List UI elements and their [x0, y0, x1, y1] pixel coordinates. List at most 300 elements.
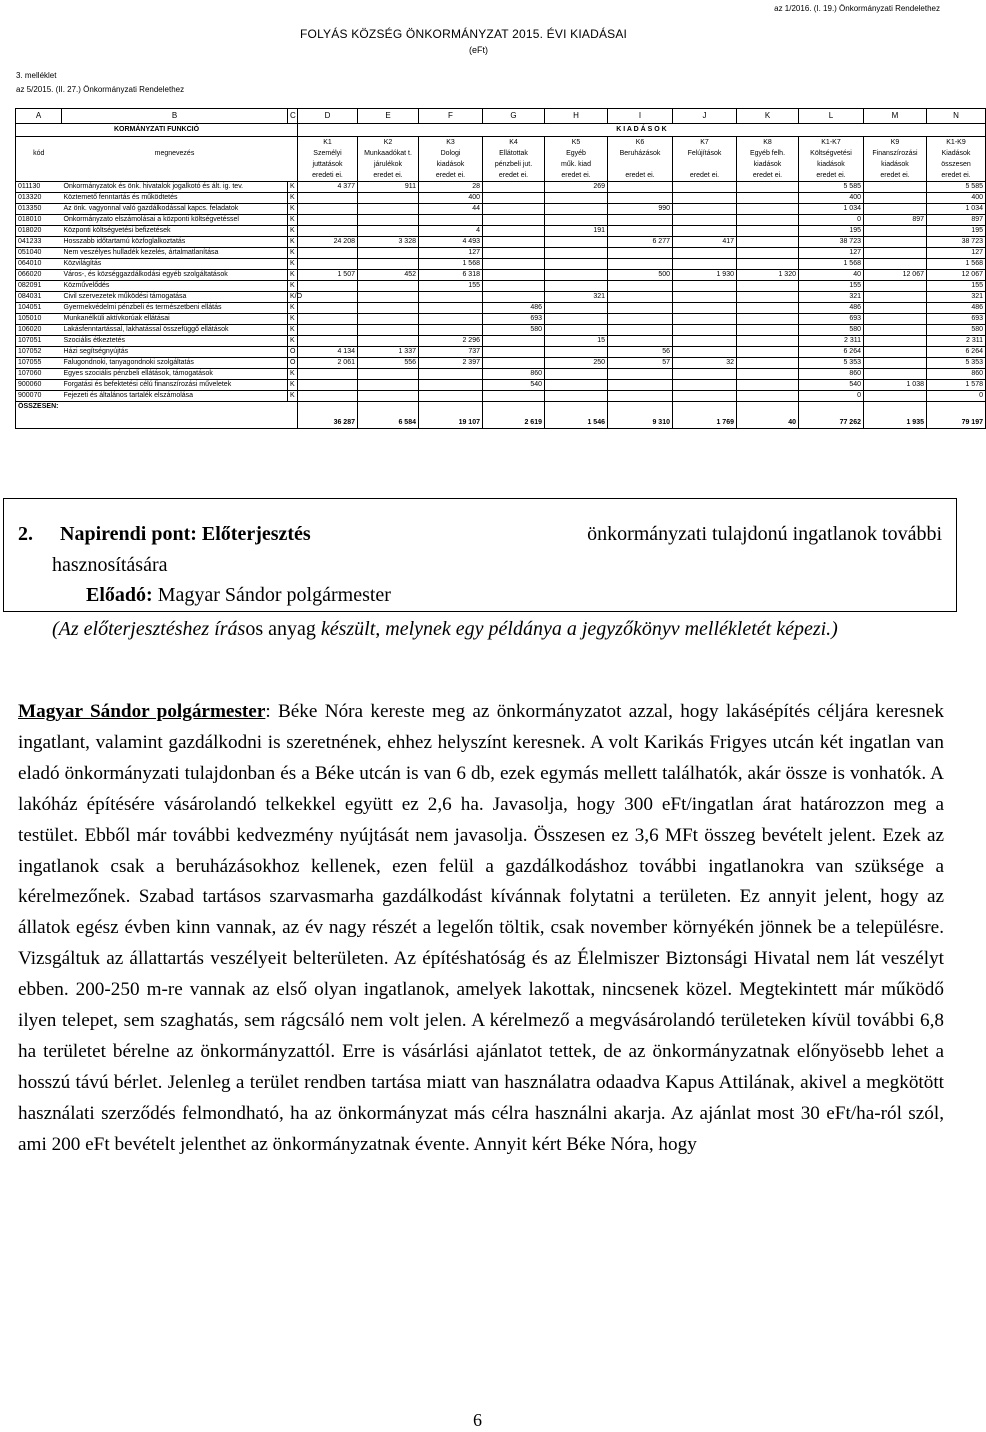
column-header-cell — [608, 159, 673, 170]
amount-cell: 1 034 — [927, 204, 986, 215]
amount-cell: 1 578 — [927, 380, 986, 391]
amount-cell: 127 — [419, 248, 483, 259]
amount-cell — [545, 380, 608, 391]
table-row — [16, 325, 986, 336]
amount-cell — [737, 182, 799, 193]
amount-cell — [358, 259, 419, 270]
total-amount: 36 287 — [298, 402, 358, 429]
amount-cell: 400 — [419, 193, 483, 204]
amount-cell — [673, 259, 737, 270]
amount-cell — [358, 215, 419, 226]
amount-cell: 693 — [927, 314, 986, 325]
amount-cell — [545, 270, 608, 281]
amount-cell: 1 568 — [927, 259, 986, 270]
function-name: Egyes szociális pénzbeli ellátások, támogatások — [62, 369, 288, 380]
table-row — [16, 380, 986, 391]
amount-cell — [864, 314, 927, 325]
amount-cell — [545, 215, 608, 226]
function-name: Város-, és községgazdálkodási egyéb szolgáltatások — [62, 270, 288, 281]
presenter-name: Magyar Sándor polgármester — [157, 584, 391, 606]
table-row — [16, 259, 986, 270]
function-code: 106020 — [16, 325, 62, 336]
amount-cell: 860 — [483, 369, 545, 380]
task-type: K/Ö — [288, 292, 298, 303]
amount-cell: 400 — [927, 193, 986, 204]
amount-cell: 860 — [799, 369, 864, 380]
amount-cell — [673, 325, 737, 336]
column-header-blank — [288, 148, 298, 159]
amount-cell — [608, 226, 673, 237]
amount-cell — [737, 226, 799, 237]
amount-cell: 540 — [483, 380, 545, 391]
amount-cell — [358, 281, 419, 292]
amount-cell — [298, 226, 358, 237]
amount-cell — [358, 325, 419, 336]
expenditure-table — [15, 108, 986, 429]
amount-cell: 693 — [799, 314, 864, 325]
amount-cell — [545, 325, 608, 336]
note-part-a: (Az előterjesztéshez írás — [52, 618, 246, 640]
amount-cell — [419, 292, 483, 303]
amount-cell — [358, 391, 419, 402]
page-number: 6 — [473, 1410, 482, 1430]
amount-cell — [483, 248, 545, 259]
amount-cell — [358, 193, 419, 204]
task-type: K — [288, 314, 298, 325]
amount-cell — [483, 358, 545, 369]
function-code: 104051 — [16, 303, 62, 314]
amount-cell — [358, 248, 419, 259]
amount-cell — [673, 336, 737, 347]
column-header-cell: Dologi — [419, 148, 483, 159]
column-header-blank — [288, 170, 298, 182]
amount-cell — [608, 193, 673, 204]
column-header-blank — [16, 159, 62, 170]
amount-cell — [545, 193, 608, 204]
task-type: K — [288, 369, 298, 380]
amount-cell — [737, 215, 799, 226]
amount-cell: 400 — [799, 193, 864, 204]
task-type: K — [288, 391, 298, 402]
note-part-b: os anyag — [245, 618, 321, 640]
amount-cell — [864, 248, 927, 259]
column-header-cell: kiadások — [799, 159, 864, 170]
amount-cell: 195 — [799, 226, 864, 237]
amount-cell — [545, 303, 608, 314]
amount-cell — [545, 237, 608, 248]
column-header-cell: Egyéb — [545, 148, 608, 159]
amount-cell — [673, 380, 737, 391]
group-header-row — [16, 124, 986, 137]
decree-reference-top: az 1/2016. (I. 19.) Önkormányzati Rendelethez — [774, 4, 940, 13]
total-amount: 19 107 — [419, 402, 483, 429]
amount-cell: 24 208 — [298, 237, 358, 248]
amount-cell — [737, 248, 799, 259]
function-name: Forgatási és befektetési célú finanszírozási műveletek — [62, 380, 288, 391]
amount-cell — [483, 281, 545, 292]
amount-cell: 4 134 — [298, 347, 358, 358]
function-name: Közművelődés — [62, 281, 288, 292]
table-row — [16, 391, 986, 402]
meeting-minutes-paragraph — [18, 697, 944, 1161]
amount-cell — [864, 182, 927, 193]
task-type: K — [288, 336, 298, 347]
amount-cell — [673, 303, 737, 314]
amount-cell — [298, 391, 358, 402]
table-row — [16, 347, 986, 358]
amount-cell: 2 311 — [799, 336, 864, 347]
amount-cell — [737, 358, 799, 369]
column-header-cell: Személyi — [298, 148, 358, 159]
column-letter: C — [288, 109, 298, 124]
function-name: Közvilágítás — [62, 259, 288, 270]
amount-cell: 4 493 — [419, 237, 483, 248]
amount-cell — [608, 314, 673, 325]
task-type: K — [288, 215, 298, 226]
amount-cell — [737, 391, 799, 402]
task-type: Ö — [288, 347, 298, 358]
amount-cell — [298, 193, 358, 204]
amount-cell: 540 — [799, 380, 864, 391]
amount-cell — [298, 292, 358, 303]
function-code: 107060 — [16, 369, 62, 380]
amount-cell: 5 585 — [927, 182, 986, 193]
amount-cell: 556 — [358, 358, 419, 369]
function-code: 041233 — [16, 237, 62, 248]
amount-cell — [483, 237, 545, 248]
function-code: 013350 — [16, 204, 62, 215]
amount-cell: 580 — [927, 325, 986, 336]
table-row — [16, 226, 986, 237]
amount-cell: 4 — [419, 226, 483, 237]
amount-cell — [608, 380, 673, 391]
amount-cell — [358, 369, 419, 380]
function-name: Házi segítségnyújtás — [62, 347, 288, 358]
amount-cell — [737, 347, 799, 358]
function-code: 064010 — [16, 259, 62, 270]
amount-cell — [864, 358, 927, 369]
amount-cell: 452 — [358, 270, 419, 281]
column-header-blank — [288, 137, 298, 149]
amount-cell: 1 337 — [358, 347, 419, 358]
amount-cell: 127 — [799, 248, 864, 259]
table-row — [16, 369, 986, 380]
amount-cell: 1 320 — [737, 270, 799, 281]
table-row — [16, 281, 986, 292]
amount-cell — [608, 303, 673, 314]
column-header-cell: Munkaadókat t. — [358, 148, 419, 159]
task-type: K — [288, 204, 298, 215]
column-header-row — [16, 170, 986, 182]
amount-cell — [737, 259, 799, 270]
table-row — [16, 237, 986, 248]
amount-cell — [864, 193, 927, 204]
expenditure-group-header: K I A D Á S O K — [298, 124, 986, 137]
column-letter: A — [16, 109, 62, 124]
amount-cell: 2 296 — [419, 336, 483, 347]
column-header-cell: eredet ei. — [545, 170, 608, 182]
table-row — [16, 358, 986, 369]
column-header-cell: Finanszírozási — [864, 148, 927, 159]
function-name: Az önk. vagyonnal való gazdálkodással kapcs. feladatok — [62, 204, 288, 215]
task-type: K — [288, 281, 298, 292]
amount-cell — [737, 292, 799, 303]
column-header-cell: K6 — [608, 137, 673, 149]
amount-cell: 2 397 — [419, 358, 483, 369]
amount-cell — [608, 292, 673, 303]
column-header-cell: Felújítások — [673, 148, 737, 159]
agenda-heading — [18, 523, 942, 546]
amount-cell — [298, 248, 358, 259]
amount-cell — [483, 193, 545, 204]
amount-cell: 269 — [545, 182, 608, 193]
table-row — [16, 248, 986, 259]
column-header-cell: K9 — [864, 137, 927, 149]
task-type: Ö — [288, 358, 298, 369]
column-header-blank — [62, 137, 288, 149]
column-header-cell: kiadások — [419, 159, 483, 170]
amount-cell — [298, 204, 358, 215]
amount-cell: 0 — [799, 215, 864, 226]
amount-cell — [608, 281, 673, 292]
amount-cell: 28 — [419, 182, 483, 193]
amount-cell — [673, 215, 737, 226]
function-name: Nem veszélyes hulladék kezelés, ártalmatlanítása — [62, 248, 288, 259]
function-code: 018010 — [16, 215, 62, 226]
amount-cell: 321 — [799, 292, 864, 303]
task-type: K — [288, 325, 298, 336]
column-letter: K — [737, 109, 799, 124]
function-code: 051040 — [16, 248, 62, 259]
amount-cell — [673, 281, 737, 292]
amount-cell: 693 — [483, 314, 545, 325]
function-code: 011130 — [16, 182, 62, 193]
amount-cell: 486 — [927, 303, 986, 314]
amount-cell: 15 — [545, 336, 608, 347]
total-label: ÖSSZESEN: — [16, 402, 298, 429]
agenda-title-rest: önkormányzati tulajdonú ingatlanok további — [587, 523, 942, 545]
amount-cell — [545, 259, 608, 270]
column-header-cell: K7 — [673, 137, 737, 149]
amount-cell: 1 507 — [298, 270, 358, 281]
total-amount: 6 584 — [358, 402, 419, 429]
function-code: 066020 — [16, 270, 62, 281]
task-type: K — [288, 248, 298, 259]
amount-cell — [358, 314, 419, 325]
amount-cell — [673, 347, 737, 358]
amount-cell — [545, 391, 608, 402]
amount-cell: 417 — [673, 237, 737, 248]
function-code: 107051 — [16, 336, 62, 347]
amount-cell — [483, 347, 545, 358]
total-amount: 40 — [737, 402, 799, 429]
task-type: K — [288, 193, 298, 204]
amount-cell — [483, 336, 545, 347]
column-header-cell: eredet ei. — [358, 170, 419, 182]
amount-cell: 5 585 — [799, 182, 864, 193]
amount-cell: 5 353 — [927, 358, 986, 369]
column-header-cell: K1 — [298, 137, 358, 149]
amount-cell — [737, 369, 799, 380]
table-row — [16, 204, 986, 215]
column-header-blank — [288, 159, 298, 170]
amount-cell — [358, 303, 419, 314]
amount-cell — [673, 369, 737, 380]
amount-cell: 3 328 — [358, 237, 419, 248]
table-row — [16, 292, 986, 303]
column-header-cell: Kiadások — [927, 148, 986, 159]
function-code: 105010 — [16, 314, 62, 325]
task-type: K — [288, 303, 298, 314]
amount-cell — [608, 336, 673, 347]
amount-cell — [298, 281, 358, 292]
amount-cell: 1 034 — [799, 204, 864, 215]
function-name: Köztemető fenntartás és működtetés — [62, 193, 288, 204]
presenter-label: Előadó: — [86, 584, 153, 606]
task-type: K — [288, 259, 298, 270]
amount-cell — [864, 292, 927, 303]
amount-cell — [298, 369, 358, 380]
amount-cell — [358, 380, 419, 391]
total-amount: 1 546 — [545, 402, 608, 429]
amount-cell — [864, 237, 927, 248]
column-header-cell: K4 — [483, 137, 545, 149]
total-amount: 2 619 — [483, 402, 545, 429]
column-header-row — [16, 137, 986, 149]
column-letter: H — [545, 109, 608, 124]
function-code: 900060 — [16, 380, 62, 391]
amount-cell: 321 — [927, 292, 986, 303]
amount-cell: 191 — [545, 226, 608, 237]
amount-cell — [737, 325, 799, 336]
amount-cell: 990 — [608, 204, 673, 215]
amount-cell — [419, 369, 483, 380]
amount-cell — [608, 391, 673, 402]
column-header-blank — [62, 170, 288, 182]
amount-cell: 1 930 — [673, 270, 737, 281]
column-letter: B — [62, 109, 288, 124]
table-row — [16, 303, 986, 314]
column-header-blank — [62, 159, 288, 170]
amount-cell — [864, 369, 927, 380]
function-name: Lakásfenntartással, lakhatással összefüggő ellátások — [62, 325, 288, 336]
amount-cell — [737, 237, 799, 248]
note-part-c: készült, melynek egy példánya a jegyzőkönyv mellékletét képezi.) — [320, 618, 838, 640]
column-header-cell: K1-K9 — [927, 137, 986, 149]
column-header-code: kód — [16, 148, 62, 159]
amount-cell — [483, 204, 545, 215]
column-header-cell: eredet ei. — [673, 170, 737, 182]
column-header-cell: eredet ei. — [737, 170, 799, 182]
function-name: Gyermekvédelmi pénzbeli és természetbeni ellátás — [62, 303, 288, 314]
amount-cell — [737, 204, 799, 215]
amount-cell — [545, 314, 608, 325]
amount-cell — [298, 303, 358, 314]
table-row — [16, 215, 986, 226]
column-header-cell: eredeti ei. — [298, 170, 358, 182]
agenda-note — [52, 614, 942, 644]
total-amount: 1 769 — [673, 402, 737, 429]
amount-cell — [864, 281, 927, 292]
table-row — [16, 193, 986, 204]
function-name: Hosszabb időtartamú közfoglalkoztatás — [62, 237, 288, 248]
amount-cell — [737, 281, 799, 292]
agenda-title-continuation: hasznosítására — [52, 554, 168, 576]
amount-cell — [358, 292, 419, 303]
amount-cell — [864, 204, 927, 215]
function-code: 082091 — [16, 281, 62, 292]
column-letter: J — [673, 109, 737, 124]
amount-cell — [737, 336, 799, 347]
amount-cell — [864, 336, 927, 347]
amount-cell: 57 — [608, 358, 673, 369]
amount-cell: 155 — [799, 281, 864, 292]
amount-cell — [737, 303, 799, 314]
column-header-cell: eredet ei. — [864, 170, 927, 182]
amount-cell — [483, 270, 545, 281]
amount-cell: 860 — [927, 369, 986, 380]
amount-cell: 580 — [799, 325, 864, 336]
column-header-cell — [673, 159, 737, 170]
task-type: K — [288, 270, 298, 281]
amount-cell: 195 — [927, 226, 986, 237]
column-letter-row — [16, 109, 986, 124]
annex-decree-reference: az 5/2015. (II. 27.) Önkormányzati Rendelethez — [16, 85, 185, 94]
column-header-cell: Költségvetési — [799, 148, 864, 159]
task-type: K — [288, 380, 298, 391]
amount-cell — [483, 259, 545, 270]
amount-cell: 2 061 — [298, 358, 358, 369]
function-name: Civil szervezetek működési támogatása — [62, 292, 288, 303]
column-header-cell: K8 — [737, 137, 799, 149]
column-header-cell: összesen — [927, 159, 986, 170]
amount-cell — [608, 259, 673, 270]
column-header-cell: pénzbeli jut. — [483, 159, 545, 170]
function-name: Önkormányzatok és önk. hivatalok jogalkotó és ált. ig. tev. — [62, 182, 288, 193]
amount-cell: 6 264 — [927, 347, 986, 358]
column-header-cell: műk. kiad — [545, 159, 608, 170]
amount-cell — [419, 325, 483, 336]
amount-cell: 321 — [545, 292, 608, 303]
column-letter: D — [298, 109, 358, 124]
amount-cell: 40 — [799, 270, 864, 281]
amount-cell: 44 — [419, 204, 483, 215]
amount-cell — [358, 226, 419, 237]
amount-cell: 486 — [483, 303, 545, 314]
table-row — [16, 336, 986, 347]
function-name: Fejezeti és általános tartalék elszámolása — [62, 391, 288, 402]
amount-cell — [483, 391, 545, 402]
amount-cell — [545, 281, 608, 292]
column-header-name: megnevezés — [154, 149, 195, 157]
column-header-cell: Beruházások — [608, 148, 673, 159]
amount-cell — [298, 325, 358, 336]
amount-cell — [673, 182, 737, 193]
column-header-cell: K5 — [545, 137, 608, 149]
amount-cell: 155 — [927, 281, 986, 292]
function-group-header: KORMÁNYZATI FUNKCIÓ — [16, 124, 298, 137]
amount-cell — [737, 193, 799, 204]
amount-cell — [419, 380, 483, 391]
total-amount: 9 310 — [608, 402, 673, 429]
table-row — [16, 270, 986, 281]
amount-cell: 1 038 — [864, 380, 927, 391]
column-header-blank — [16, 137, 62, 149]
speaker-name: Magyar Sándor polgármester — [18, 701, 266, 722]
column-header-blank — [16, 170, 62, 182]
function-name: Munkanélküli aktívkorúak ellátásai — [62, 314, 288, 325]
agenda-number: 2. — [18, 523, 33, 545]
